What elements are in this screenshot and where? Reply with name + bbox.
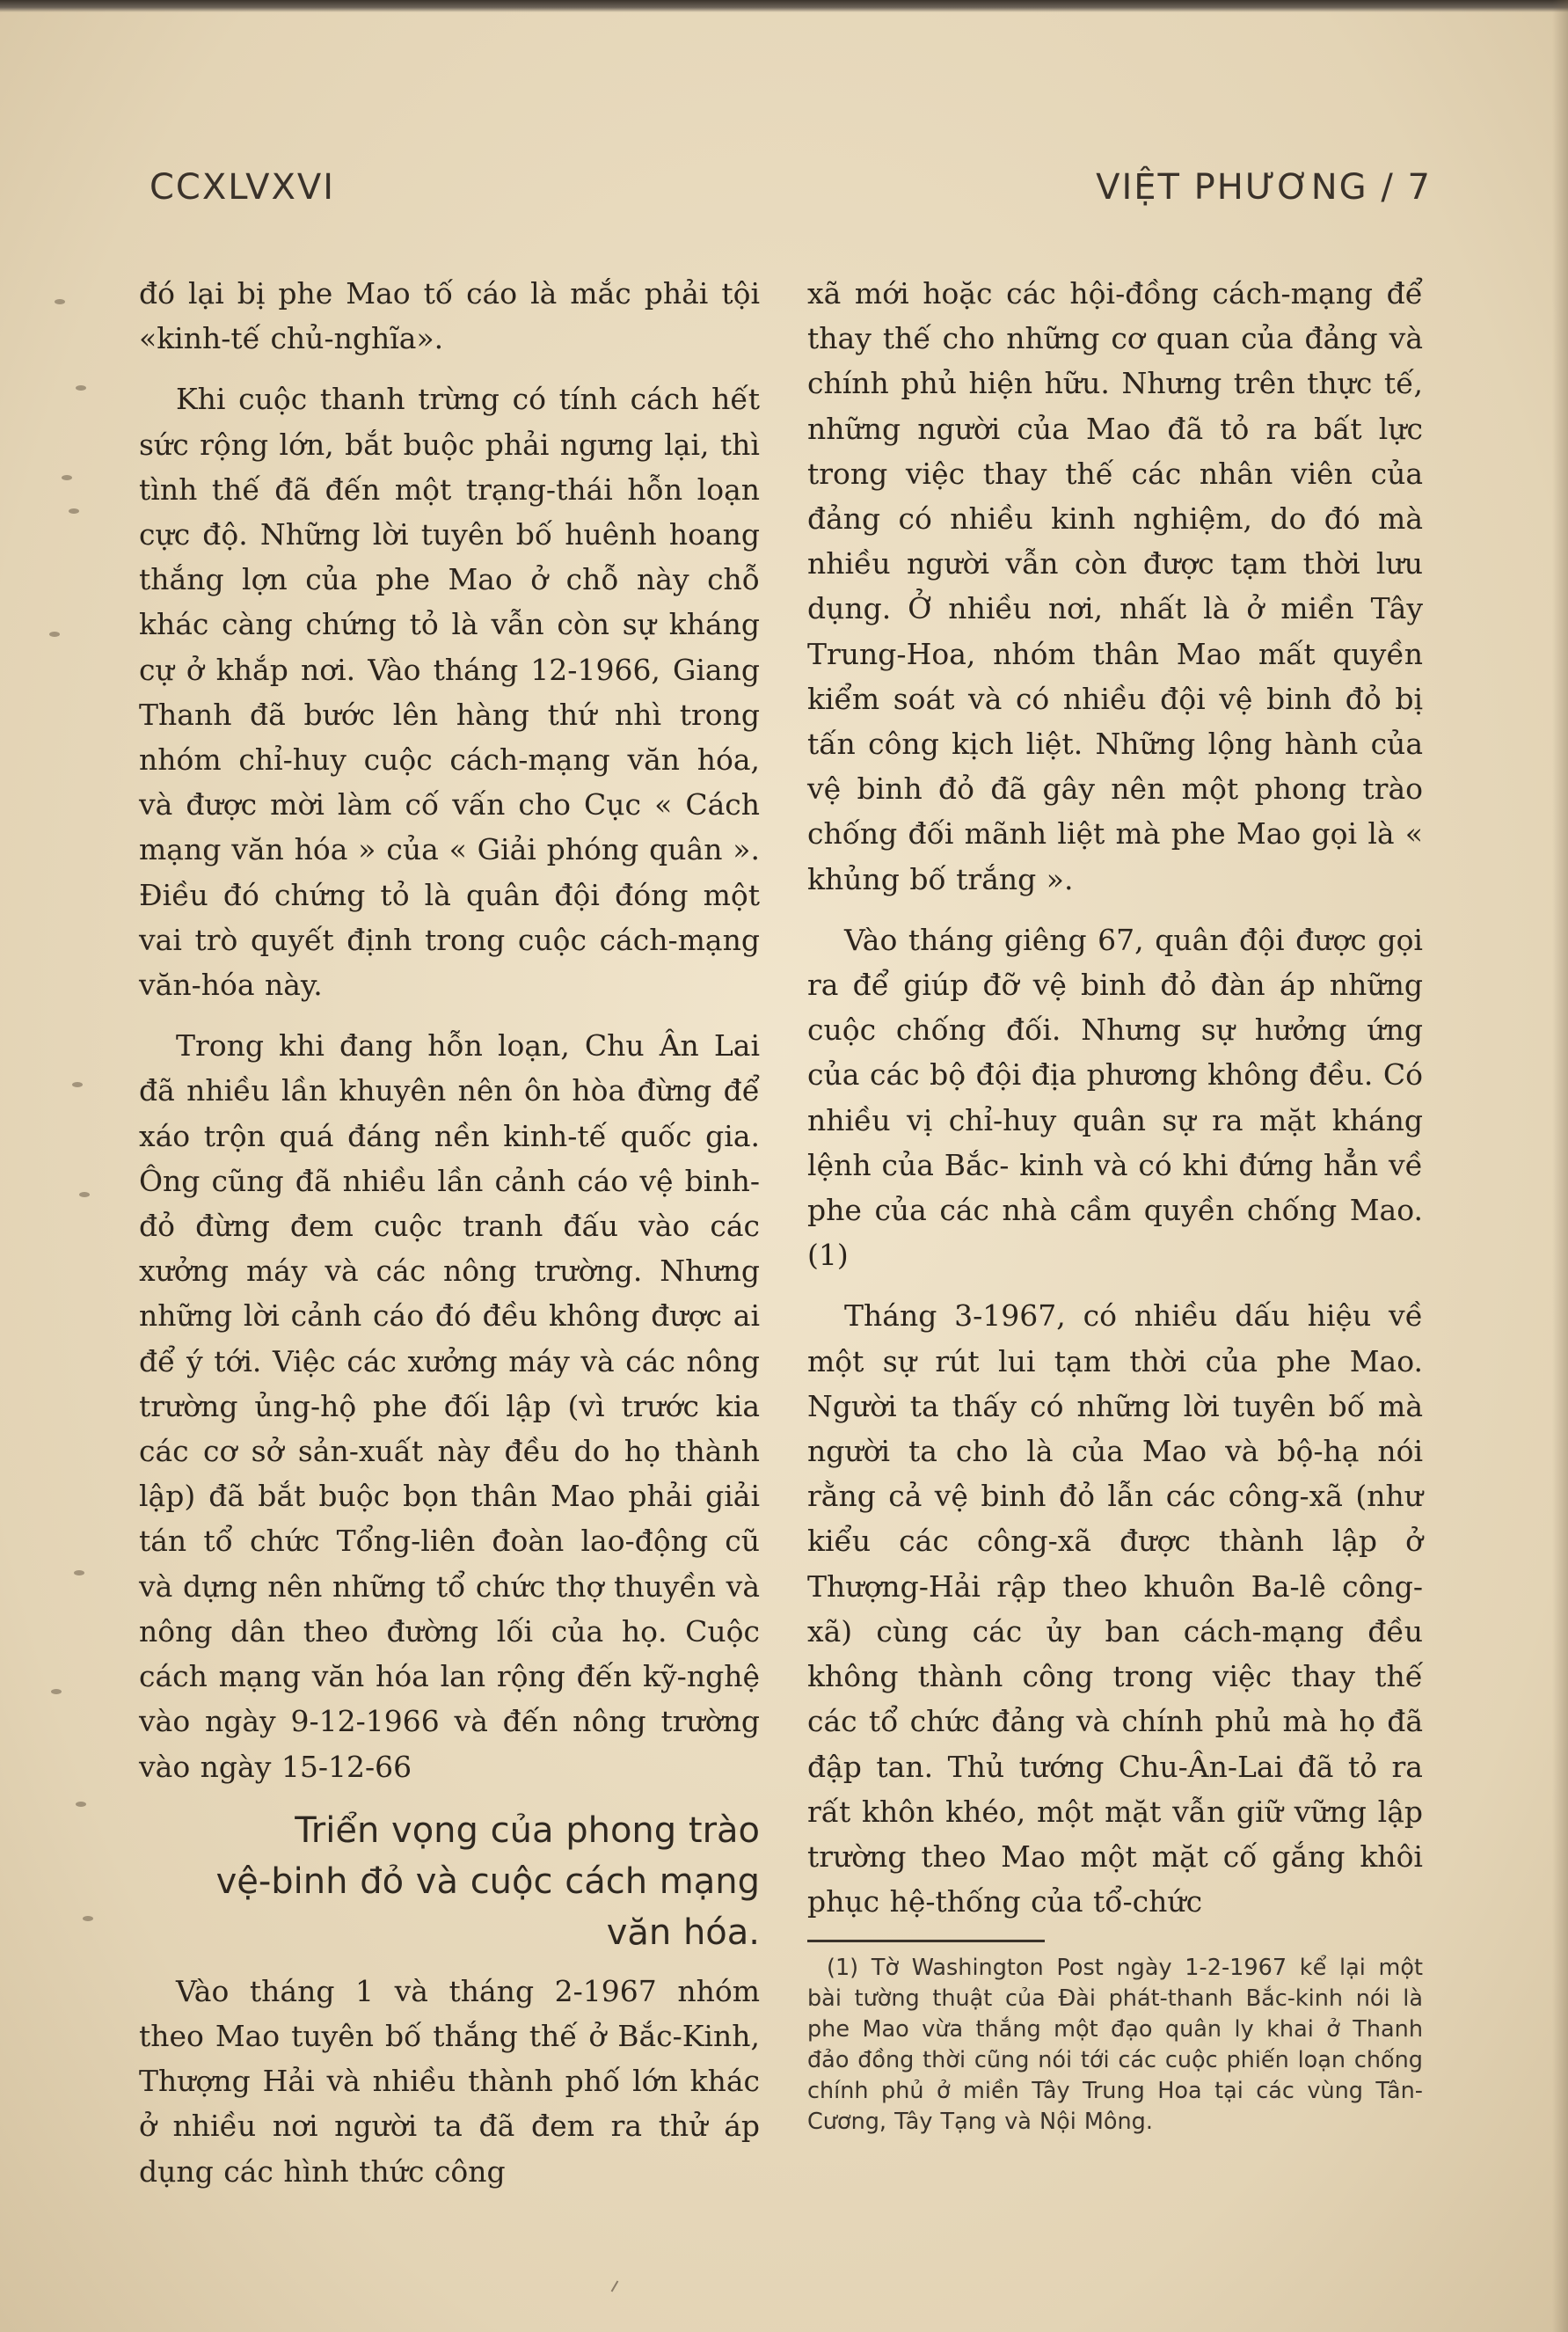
left-column [139, 271, 760, 2210]
paragraph: xã mới hoặc các hội-đồng cách-mạng để thay thế cho những cơ quan của đảng và chính phủ hiện hữu. Nhưng trên thực tế, những người của Mao đã tỏ ra bất lực trong việc thay thế các nhân viên của đảng có nhiều kinh nghiệm, do đó mà nhiều người vẫn còn được tạm thời lưu dụng. Ở nhiều nơi, nhất là ở miền Tây Trung-Hoa, nhóm thân Mao mất quyền kiểm soát và có nhiều đội vệ binh đỏ bị tấn công kịch liệt. Những lộng hành của vệ binh đỏ đã gây nên một phong trào chống đối mãnh liệt mà phe Mao gọi là « khủng bố trắng ». [807, 276, 1423, 896]
footnote: (1) Tờ Washington Post ngày 1-2-1967 kể lại một bài tường thuật của Đài phát-thanh Bắc-kinh nói là phe Mao vừa thắng một đạo quân ly khai ở Thanh đảo đồng thời cũng nói tới các cuộc phiến loạn chống chính phủ ở miền Tây Trung Hoa tại các vùng Tân-Cương, Tây Tạng và Nội Mông. [807, 1955, 1423, 2136]
page-right-edge [1552, 0, 1568, 2332]
paragraph: Trong khi đang hỗn loạn, Chu Ân Lai đã nhiều lần khuyên nên ôn hòa đừng để xáo trộn quá đáng nền kinh-tế quốc gia. Ông cũng đã nhiều lần cảnh cáo vệ binh-đỏ đừng đem cuộc tranh đấu vào các xưởng máy và các nông trường. Nhưng những lời cảnh cáo đó đều không được ai để ý tới. Việc các xưởng máy và các nông trường ủng-hộ phe đối lập (vì trước kia các cơ sở sản-xuất này đều do họ thành lập) đã bắt buộc bọn thân Mao phải giải tán tổ chức Tổng-liên đoàn lao-động cũ và dựng nên những tổ chức thợ thuyền và nông dân theo đường lối của họ. Cuộc cách mạng văn hóa lan rộng đến kỹ-nghệ vào ngày 9-12-1966 và đến nông trường vào ngày 15-12-66 [139, 1028, 760, 1784]
binding-hole-mark [76, 1802, 86, 1807]
section-heading-line: vệ-binh đỏ và cuộc cách mạng [215, 1860, 760, 1902]
binding-hole-mark [79, 1192, 90, 1197]
paragraph: Vào tháng giêng 67, quân đội được gọi ra để giúp đỡ vệ binh đỏ đàn áp những cuộc chống đối. Nhưng sự hưởng ứng của các bộ đội địa phương không đều. Có nhiều vị chỉ-huy quân sự ra mặt kháng lệnh của Bắc- kinh và có khi đứng hẳn về phe của các nhà cầm quyền chống Mao. (1) [807, 922, 1423, 1273]
paragraph: Vào tháng 1 và tháng 2-1967 nhóm theo Mao tuyên bố thắng thế ở Bắc-Kinh, Thượng Hải và nhiều thành phố lớn khác ở nhiều nơi người ta đã đem ra thử áp dụng các hình thức công [139, 1973, 760, 2189]
running-head-left: CCXLVXVI [150, 167, 336, 208]
binding-hole-mark [83, 1916, 93, 1921]
binding-hole-mark [74, 1570, 84, 1575]
binding-hole-mark [62, 475, 72, 480]
running-head-right: VIỆT PHƯƠNG / 7 [1096, 167, 1432, 208]
paragraph: đó lại bị phe Mao tố cáo là mắc phải tội «kinh-tế chủ-nghĩa». [139, 276, 760, 356]
footnote-divider [807, 1940, 1045, 1942]
section-heading-line: Triển vọng của phong trào [295, 1809, 760, 1851]
paragraph: Tháng 3-1967, có nhiều dấu hiệu về một sự rút lui tạm thời của phe Mao. Người ta thấy có những lời tuyên bố mà người ta cho là của Mao và bộ-hạ nói rằng cả vệ binh đỏ lẫn các công-xã (như kiểu các công-xã được thành lập ở Thượng-Hải rập theo khuôn Ba-lê công-xã) cùng các ủy ban cách-mạng đều không thành công trong việc thay thế các tổ chức đảng và chính phủ mà họ đã đập tan. Thủ tướng Chu-Ân-Lai đã tỏ ra rất khôn khéo, một mặt vẫn giữ vững lập trường theo Mao một mặt cố gắng khôi phục hệ-thống của tổ-chức [807, 1298, 1423, 1919]
section-heading [139, 1805, 760, 1958]
binding-hole-mark [51, 1689, 62, 1694]
page-top-edge [0, 0, 1568, 12]
binding-hole-mark [69, 508, 79, 514]
binding-hole-mark [49, 632, 60, 637]
section-heading-line: văn hóa. [606, 1912, 760, 1953]
paragraph: Khi cuộc thanh trừng có tính cách hết sức rộng lớn, bắt buộc phải ngưng lại, thì tình thế đã đến một trạng-thái hỗn loạn cực độ. Những lời tuyên bố huênh hoang thắng lợn của phe Mao ở chỗ này chỗ khác càng chứng tỏ là vẫn còn sự kháng cự ở khắp nơi. Vào tháng 12-1966, Giang Thanh đã bước lên hàng thứ nhì trong nhóm chỉ-huy cuộc cách-mạng văn hóa, và được mời làm cố vấn cho Cục « Cách mạng văn hóa » của « Giải phóng quân ». Điều đó chứng tỏ là quân đội đóng một vai trò quyết định trong cuộc cách-mạng văn-hóa này. [139, 382, 760, 1003]
binding-hole-mark [76, 385, 86, 391]
binding-hole-mark [55, 299, 65, 304]
binding-hole-mark [72, 1082, 83, 1087]
right-column [807, 271, 1423, 2138]
